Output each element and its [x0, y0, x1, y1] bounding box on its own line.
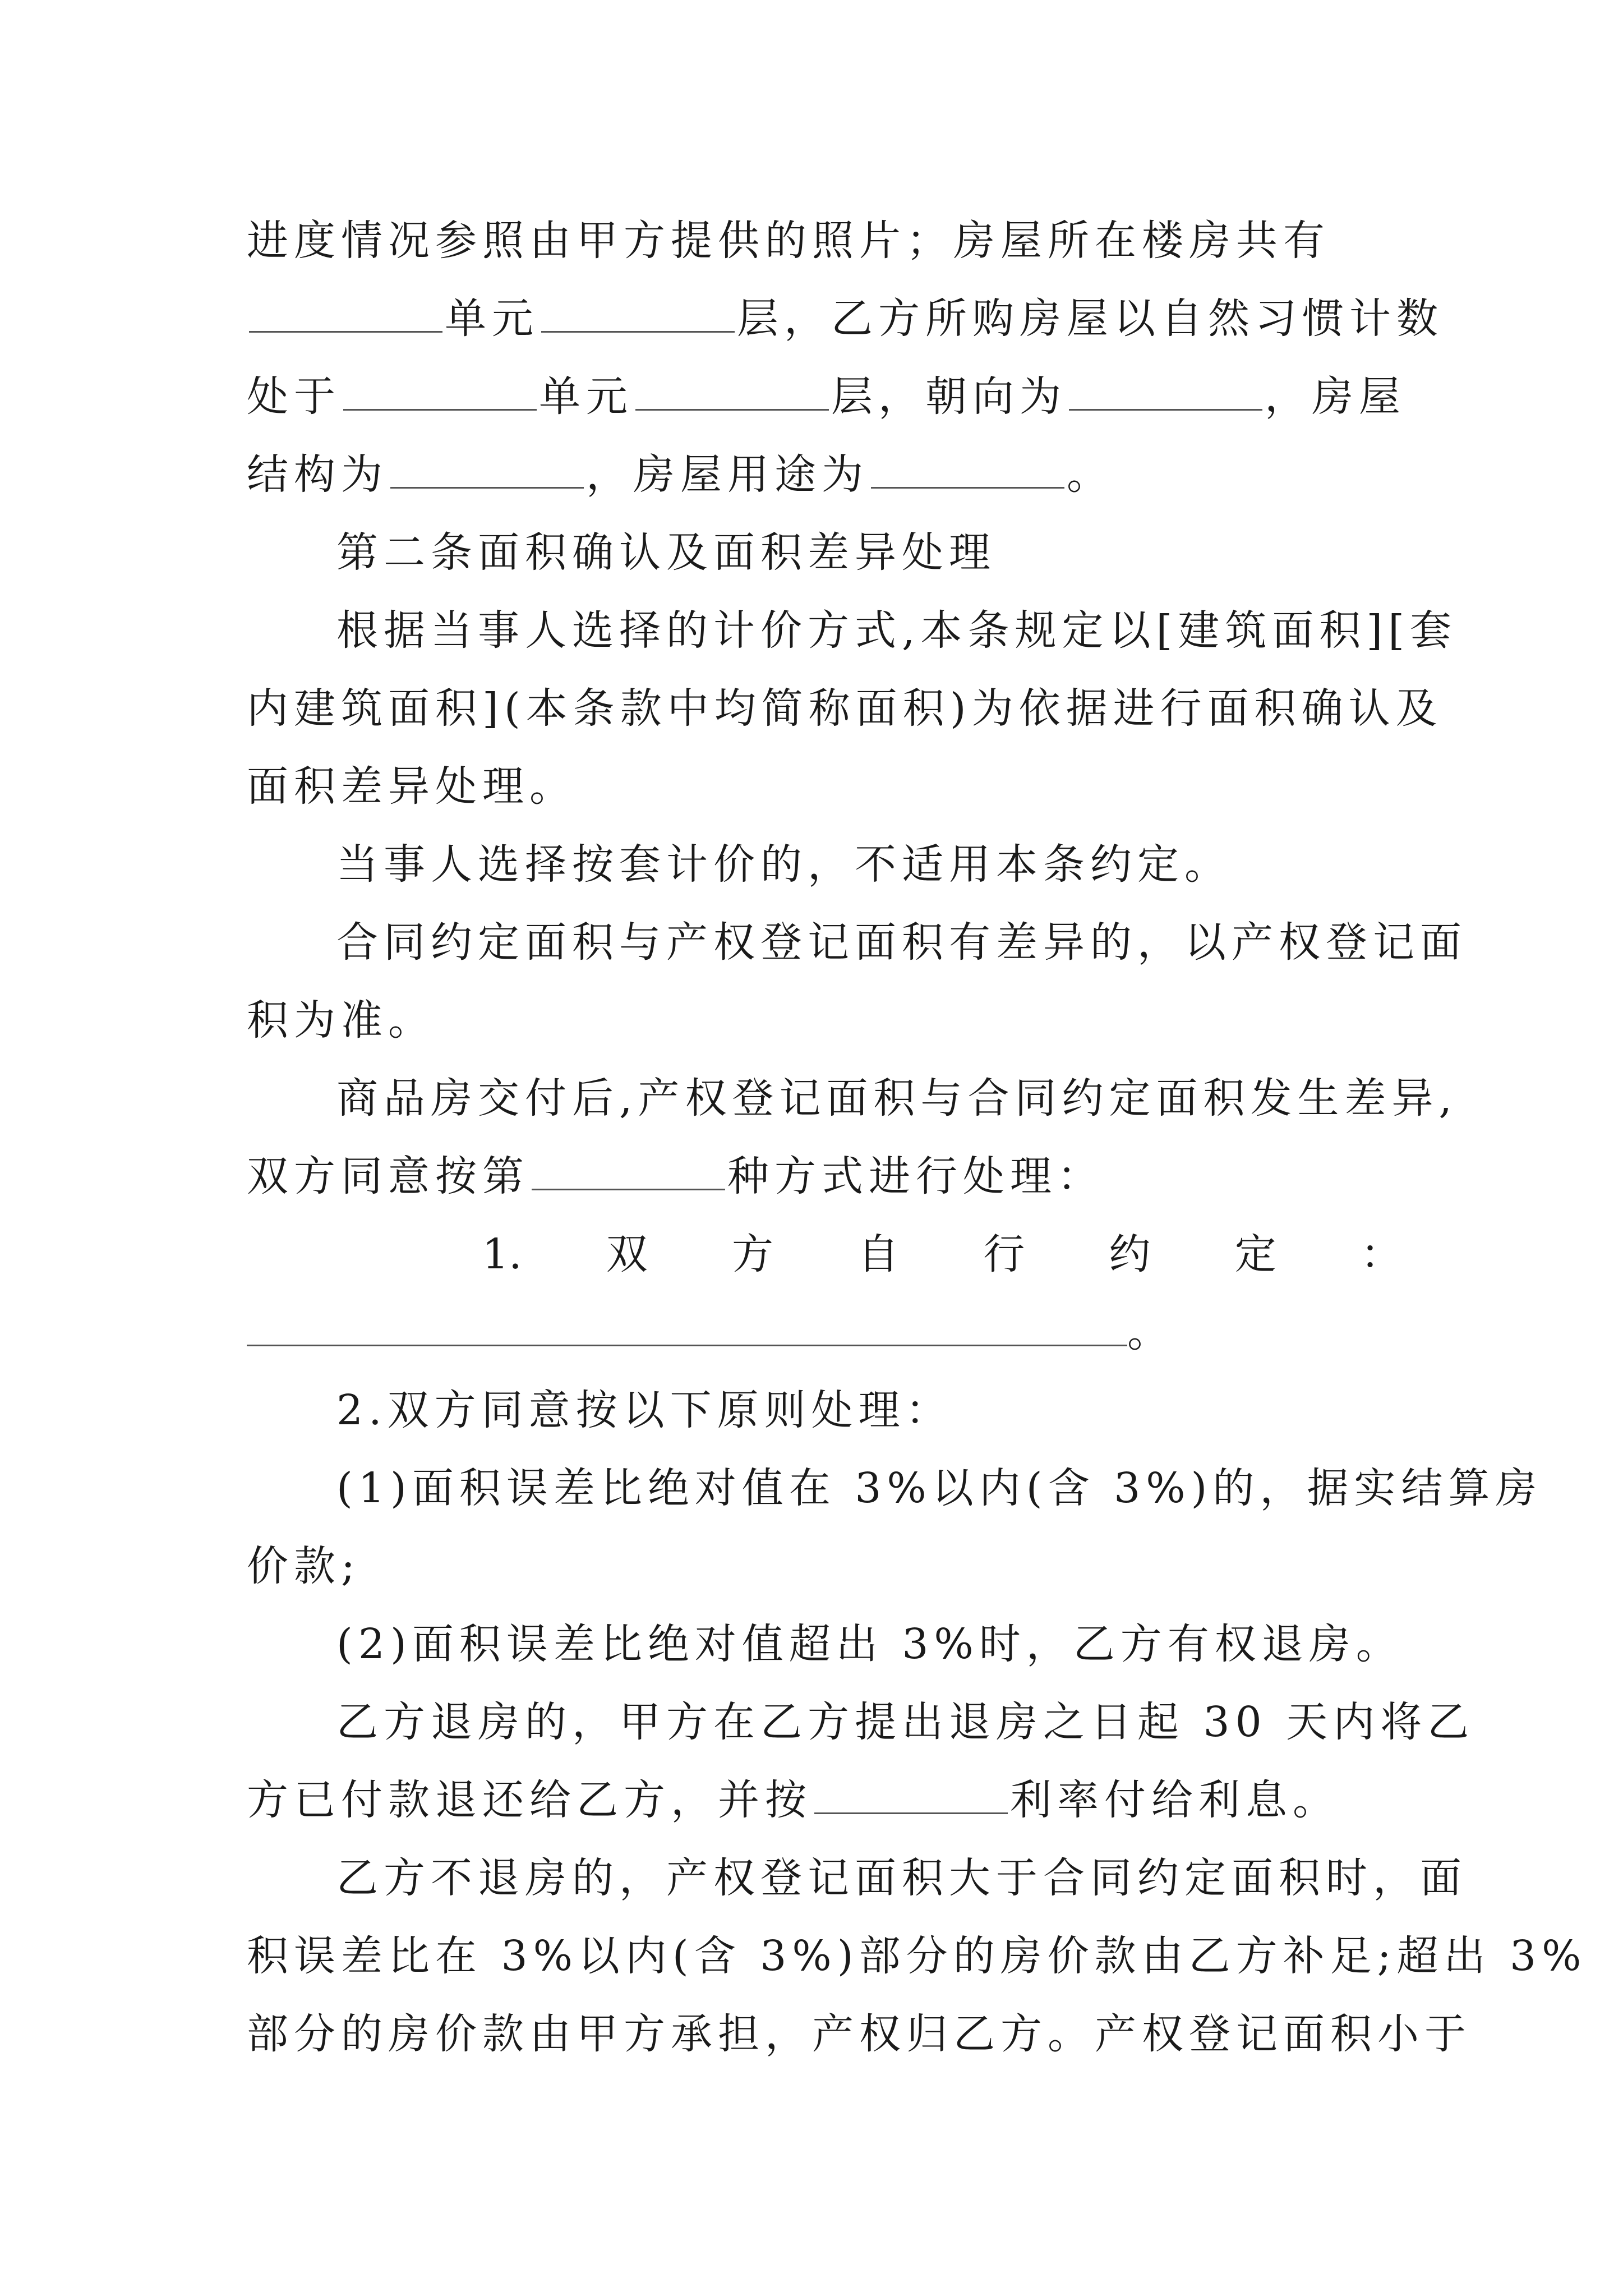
paragraph-text: 。 [1127, 1308, 1174, 1356]
text-line [247, 670, 1443, 748]
paragraph-text: 内建筑面积](本条款中均简称面积)为依据进行面积确认及 [247, 684, 1443, 733]
section-title: 第二条面积确认及面积差异处理 [336, 528, 996, 577]
text-line [247, 436, 1402, 514]
paragraph-text: 根据当事人选择的计价方式,本条规定以[建筑面积][套 [336, 606, 1458, 655]
text-line [247, 904, 1467, 982]
text-line [247, 982, 1402, 1060]
text-line [247, 1372, 1402, 1450]
paragraph-text: 合同约定面积与产权登记面积有差异的，以产权登记面 [336, 918, 1467, 967]
paragraph-text: 处于 [247, 372, 341, 421]
paragraph-text: 种方式进行处理： [727, 1152, 1104, 1200]
paragraph-text: 双方同意按第 [247, 1152, 529, 1200]
fill-blank[interactable] [249, 297, 442, 333]
text-line [247, 1450, 1543, 1527]
spaced-char: 约 [1109, 1230, 1151, 1278]
paragraph-text: 乙方退房的，甲方在乙方提出退房之日起 30 天内将乙 [336, 1698, 1475, 1746]
spaced-char: 双 [606, 1230, 648, 1278]
text-line [247, 1605, 1402, 1683]
paragraph-text: 单元 [539, 372, 633, 421]
spaced-char: 行 [983, 1230, 1025, 1278]
paragraph-text: 进度情况参照由甲方提供的照片；房屋所在楼房共有 [247, 217, 1330, 265]
document-page [247, 202, 1587, 2073]
fill-blank-long[interactable] [247, 1311, 1127, 1346]
paragraph-text: 部分的房价款由甲方承担，产权归乙方。产权登记面积小于 [247, 2010, 1472, 2058]
text-line [247, 280, 1444, 358]
list-item-1 [247, 1216, 1402, 1294]
text-line [247, 592, 1458, 670]
text-line [247, 1060, 1458, 1138]
text-line [247, 1294, 1402, 1372]
fill-blank[interactable] [532, 1155, 725, 1190]
paragraph-text: (1)面积误差比绝对值在 3%以内(含 3%)的，据实结算房 [336, 1464, 1543, 1512]
paragraph-text: 价款; [247, 1542, 361, 1590]
spaced-char: 定 [1234, 1230, 1276, 1278]
text-line [247, 1995, 1472, 2073]
paragraph-text: (2)面积误差比绝对值超出 3%时，乙方有权退房。 [336, 1620, 1403, 1668]
fill-blank[interactable] [635, 375, 829, 411]
paragraph-text: 利率付给利息。 [1010, 1776, 1340, 1824]
text-line [247, 826, 1402, 904]
fill-blank[interactable] [541, 297, 735, 333]
text-line [247, 1839, 1467, 1917]
spaced-char: 自 [857, 1230, 900, 1278]
text-line [247, 1138, 1402, 1216]
paragraph-text: 面积差异处理。 [247, 762, 577, 811]
paragraph-text: 层，朝向为 [831, 372, 1067, 421]
fill-blank[interactable] [343, 375, 537, 411]
paragraph-text: ，房屋 [1265, 372, 1406, 421]
text-line [247, 1527, 1402, 1605]
paragraph-text: 方已付款退还给乙方，并按 [247, 1776, 812, 1824]
section-heading [247, 514, 1402, 592]
paragraph-text: 当事人选择按套计价的，不适用本条约定。 [336, 840, 1232, 889]
paragraph-text: 单元 [445, 295, 539, 343]
paragraph-text: 结构为 [247, 450, 388, 499]
paragraph-text: 。 [1067, 450, 1114, 499]
fill-blank[interactable] [814, 1779, 1008, 1814]
fill-blank[interactable] [390, 453, 584, 489]
fill-blank[interactable] [871, 453, 1064, 489]
paragraph-text: 2.双方同意按以下原则处理： [336, 1386, 953, 1434]
text-line [247, 358, 1406, 436]
text-line [247, 1761, 1402, 1839]
spaced-char: ： [1360, 1230, 1402, 1278]
paragraph-text: 积误差比在 3%以内(含 3%)部分的房价款由乙方补足;超出 3% [247, 1932, 1587, 1980]
list-number: 1. [482, 1230, 522, 1278]
fill-blank[interactable] [1069, 375, 1262, 411]
paragraph-text: 层，乙方所购房屋以自然习惯计数 [737, 295, 1444, 343]
text-line [247, 748, 1402, 826]
paragraph-text: ，房屋用途为 [586, 450, 869, 499]
spaced-char: 方 [731, 1230, 773, 1278]
text-line [247, 202, 1402, 280]
paragraph-text: 积为准。 [247, 996, 435, 1045]
paragraph-text: 乙方不退房的，产权登记面积大于合同约定面积时，面 [336, 1854, 1467, 1902]
text-line [247, 1683, 1475, 1761]
paragraph-text: 商品房交付后,产权登记面积与合同约定面积发生差异, [336, 1074, 1458, 1122]
text-line [247, 1917, 1587, 1995]
